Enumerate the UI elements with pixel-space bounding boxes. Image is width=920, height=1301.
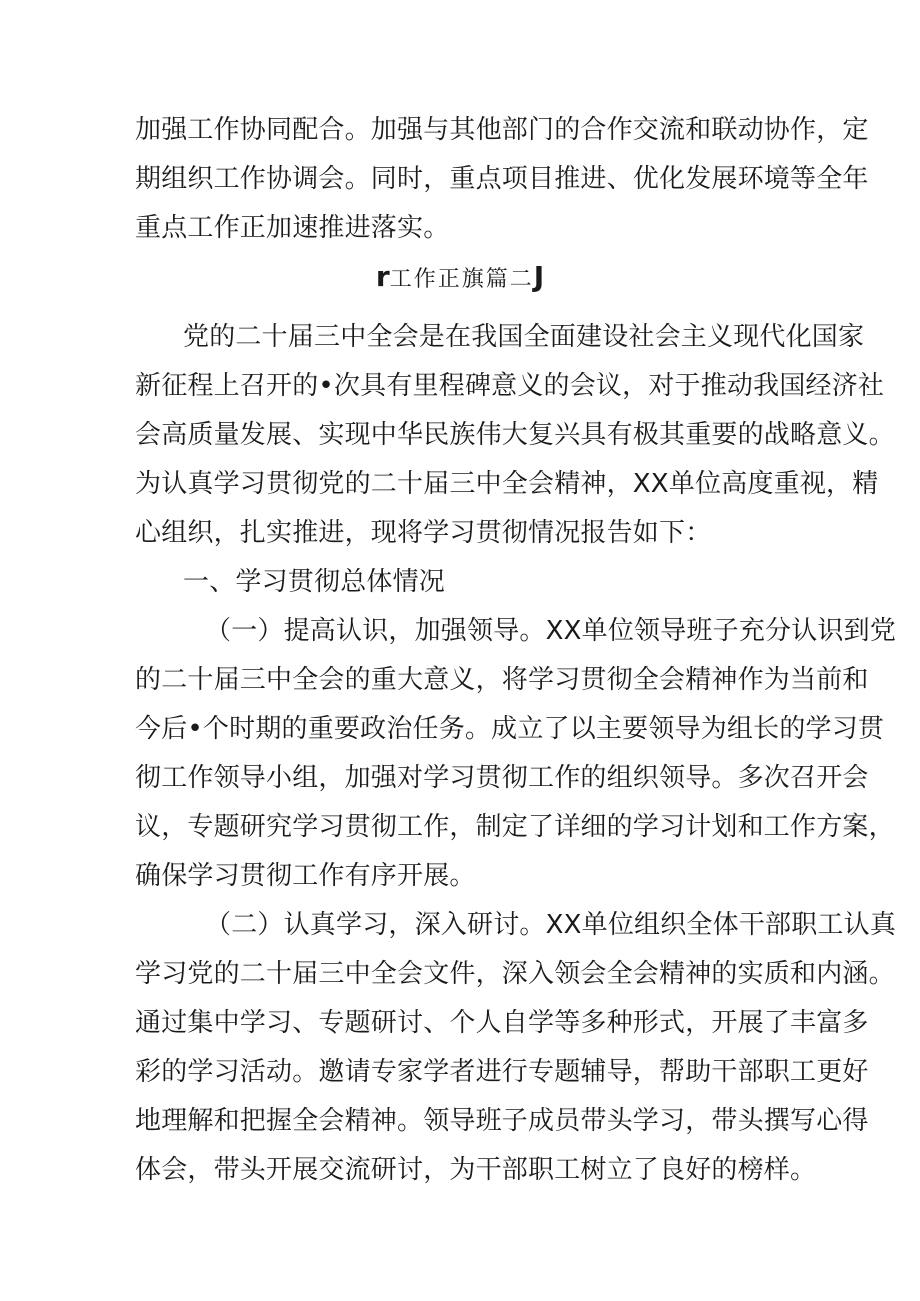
p3-line-4: 彩的学习活动。邀请专家学者进行专题辅导，帮助干部职工更好 bbox=[135, 1057, 869, 1087]
p3-line-5: 地理解和把握全会精神。领导班子成员带头学习，带头撰写心得 bbox=[135, 1106, 869, 1136]
title-text: 工作正旗篇二 bbox=[389, 267, 534, 292]
p2-line-3: 今后•个时期的重要政治任务。成立了以主要领导为组长的学习贯 bbox=[135, 714, 885, 744]
p2-line-1: （一）提高认识，加强领导。XX单位领导班子充分认识到党 bbox=[205, 616, 897, 646]
p3-line-6: 体会，带头开展交流研讨，为干部职工树立了良好的榜样。 bbox=[135, 1155, 817, 1185]
p1-line-3: 会高质量发展、实现中华民族伟大复兴具有极其重要的战略意义。 bbox=[135, 420, 895, 450]
p2-line-4: 彻工作领导小组，加强对学习贯彻工作的组织领导。多次召开会 bbox=[135, 763, 869, 793]
intro-line-2: 期组织工作协调会。同时，重点项目推进、优化发展环境等全年 bbox=[135, 164, 869, 194]
intro-line-1: 加强工作协同配合。加强与其他部门的合作交流和联动协作，定 bbox=[135, 115, 869, 145]
intro-line-3: 重点工作正加速推进落实。 bbox=[135, 213, 450, 243]
title-open-bracket: r bbox=[375, 260, 390, 293]
heading-1: 一、学习贯彻总体情况 bbox=[183, 567, 446, 597]
p1-line-5: 心组织，扎实推进，现将学习贯彻情况报告如下： bbox=[135, 518, 712, 548]
p2-line-2: 的二十届三中全会的重大意义，将学习贯彻全会精神作为当前和 bbox=[135, 665, 869, 695]
p1-line-1: 党的二十届三中全会是在我国全面建设社会主义现代化国家 bbox=[183, 322, 865, 352]
title-close-bracket: J bbox=[533, 260, 545, 293]
p2-line-6: 确保学习贯彻工作有序开展。 bbox=[135, 861, 476, 891]
p3-line-1: （二）认真学习，深入研讨。XX单位组织全体干部职工认真 bbox=[205, 910, 897, 940]
p1-line-4: 为认真学习贯彻党的二十届三中全会精神，XX单位高度重视，精 bbox=[135, 469, 879, 499]
section-title bbox=[0, 261, 920, 296]
p3-line-3: 通过集中学习、专题研讨、个人自学等多种形式，开展了丰富多 bbox=[135, 1008, 869, 1038]
p2-line-5: 议，专题研究学习贯彻工作，制定了详细的学习计划和工作方案， bbox=[135, 812, 895, 842]
p1-line-2: 新征程上召开的•次具有里程碑意义的会议，对于推动我国经济社 bbox=[135, 371, 885, 401]
p3-line-2: 学习党的二十届三中全会文件，深入领会全会精神的实质和内涵。 bbox=[135, 959, 895, 989]
